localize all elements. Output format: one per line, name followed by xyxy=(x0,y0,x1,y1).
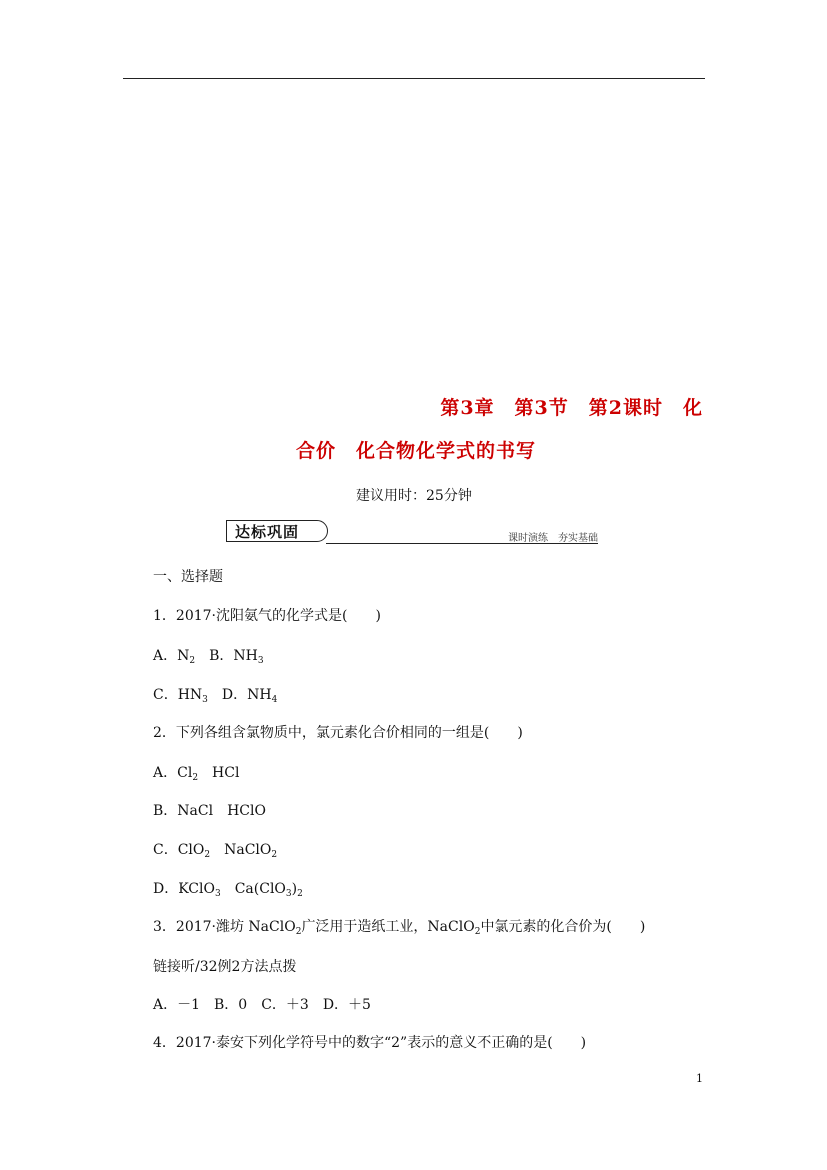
section-heading: 一、选择题 xyxy=(153,569,223,585)
question-3-options: A．－1 B．0 C．＋3 D．＋5 xyxy=(153,997,371,1013)
question-2-option-a: A．$Cl_2$ HCl xyxy=(153,765,240,783)
chapter-title-line1: 第3章 第3节 第2课时 化 xyxy=(440,397,703,419)
question-3-stem: 3．2017·潍坊 NaClO$_2$广泛用于造纸工业，NaClO$_2$中氯元素的化合价为( ) xyxy=(153,919,646,937)
header-rule xyxy=(123,78,705,79)
question-3-link: 链接听/32例2方法点拨 xyxy=(153,959,297,975)
question-1-stem: 1．2017·沈阳氨气的化学式是( ) xyxy=(153,608,381,624)
question-2-option-c: C．ClO$_2$ NaClO$_2$ xyxy=(153,842,278,860)
suggested-time: 建议用时：25分钟 xyxy=(356,488,472,504)
banner-tab-label: 达标巩固 xyxy=(226,520,328,542)
question-4-stem: 4．2017·泰安下列化学符号中的数字“2”表示的意义不正确的是( ) xyxy=(153,1035,587,1051)
banner-right-text: 课时演练 夯实基础 xyxy=(508,533,598,544)
chapter-title-line2: 合价 化合物化学式的书写 xyxy=(296,440,537,462)
page-number: 1 xyxy=(696,1072,703,1085)
question-2-option-d: D．KClO$_3$ $Ca(ClO_3)_2$ xyxy=(153,881,303,899)
question-2-stem: 2．下列各组含氯物质中，氯元素化合价相同的一组是( ) xyxy=(153,725,523,741)
section-banner xyxy=(226,520,598,546)
question-1-options-ab: A．$N_2$ B．$NH_3$ xyxy=(153,648,264,666)
question-1-options-cd: C．$HN_3$ D．$NH_4$ xyxy=(153,687,278,705)
question-2-option-b: B．NaCl HClO xyxy=(153,803,266,819)
